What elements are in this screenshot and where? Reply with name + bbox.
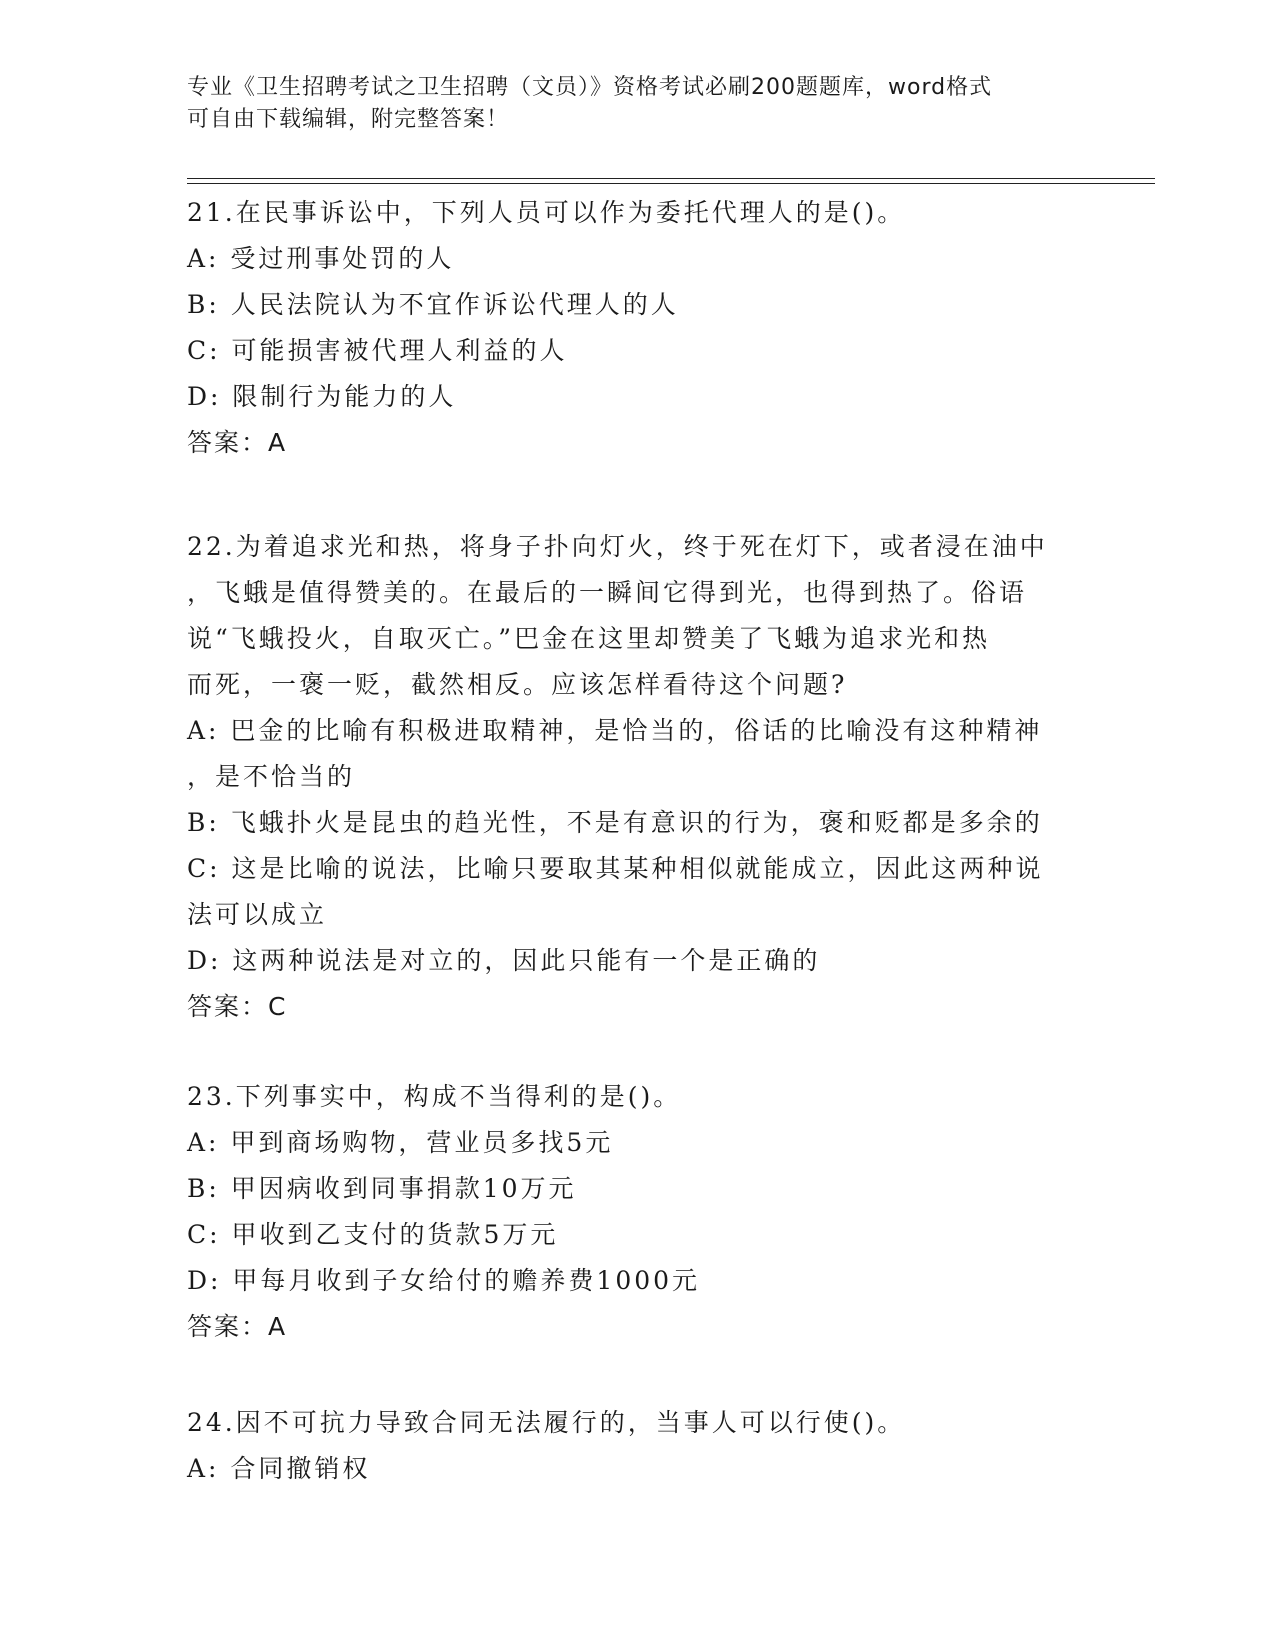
question-block bbox=[187, 1400, 1087, 1492]
question-stem: 24.因不可抗力导致合同无法履行的，当事人可以行使()。 bbox=[187, 1408, 906, 1437]
option-d: D: 这两种说法是对立的，因此只能有一个是正确的 bbox=[187, 946, 821, 975]
option-c: C: 可能损害被代理人利益的人 bbox=[187, 336, 568, 365]
question-stem: 23.下列事实中，构成不当得利的是()。 bbox=[187, 1082, 682, 1111]
spacer bbox=[187, 466, 1087, 524]
option-b: B: 飞蛾扑火是昆虫的趋光性，不是有意识的行为，褒和贬都是多余的 bbox=[187, 808, 1043, 837]
option-a: A: 合同撤销权 bbox=[187, 1454, 371, 1483]
question-block bbox=[187, 1074, 1087, 1350]
option-b: B: 人民法院认为不宜作诉讼代理人的人 bbox=[187, 290, 679, 319]
spacer bbox=[187, 1350, 1087, 1400]
spacer bbox=[187, 1030, 1087, 1074]
question-list bbox=[187, 190, 1087, 1492]
header-rule-top bbox=[187, 178, 1155, 179]
option-a: A: 巴金的比喻有积极进取精神，是恰当的，俗话的比喻没有这种精神 bbox=[187, 716, 1043, 745]
question-block bbox=[187, 190, 1087, 466]
document-header bbox=[187, 72, 1087, 136]
option-c: C: 甲收到乙支付的货款5万元 bbox=[187, 1220, 559, 1249]
header-line-2: 可自由下载编辑，附完整答案！ bbox=[187, 107, 510, 132]
answer-label: 答案：C bbox=[187, 992, 288, 1021]
option-d: D: 甲每月收到子女给付的赡养费1000元 bbox=[187, 1266, 701, 1295]
option-a: A: 受过刑事处罚的人 bbox=[187, 244, 455, 273]
question-block bbox=[187, 524, 1087, 1030]
question-stem-line: 说“飞蛾投火，自取灭亡。”巴金在这里却赞美了飞蛾为追求光和热 bbox=[187, 624, 991, 653]
option-b: B: 甲因病收到同事捐款10万元 bbox=[187, 1174, 577, 1203]
question-stem-line: 而死，一褒一贬，截然相反。应该怎样看待这个问题? bbox=[187, 670, 848, 699]
option-a: A: 甲到商场购物，营业员多找5元 bbox=[187, 1128, 614, 1157]
option-c-continued: 法可以成立 bbox=[187, 900, 328, 929]
header-line-1: 专业《卫生招聘考试之卫生招聘（文员）》资格考试必刷200题题库，word格式 bbox=[187, 75, 993, 100]
answer-label: 答案：A bbox=[187, 1312, 288, 1341]
header-rule-bottom bbox=[187, 183, 1155, 184]
question-stem-line: 22.为着追求光和热，将身子扑向灯火，终于死在灯下，或者浸在油中 bbox=[187, 532, 1048, 561]
option-c: C: 这是比喻的说法，比喻只要取其某种相似就能成立，因此这两种说 bbox=[187, 854, 1044, 883]
question-stem-line: ，飞蛾是值得赞美的。在最后的一瞬间它得到光，也得到热了。俗语 bbox=[187, 578, 1028, 607]
question-stem: 21.在民事诉讼中，下列人员可以作为委托代理人的是()。 bbox=[187, 198, 906, 227]
option-a-continued: ，是不恰当的 bbox=[187, 762, 356, 791]
answer-label: 答案：A bbox=[187, 428, 288, 457]
option-d: D: 限制行为能力的人 bbox=[187, 382, 457, 411]
